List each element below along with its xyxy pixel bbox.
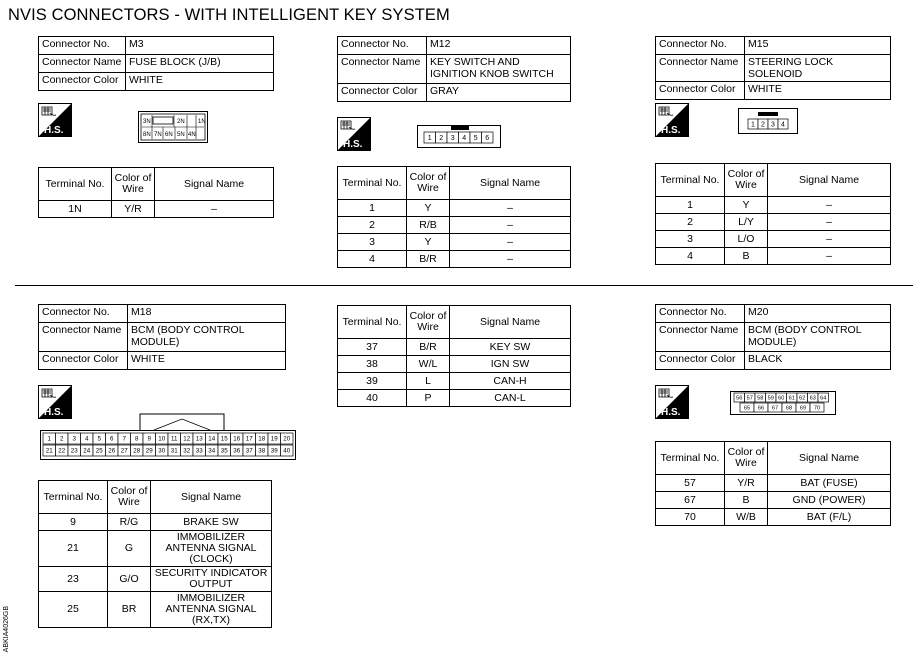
pin-label: 30 xyxy=(158,447,166,455)
pin-label: 59 xyxy=(767,395,774,402)
terminal-no-cell: 23 xyxy=(39,567,108,592)
terminal-no-cell: 4 xyxy=(338,251,407,268)
pin-label: 20 xyxy=(283,435,291,443)
signal-name-cell: BAT (F/L) xyxy=(768,509,891,526)
connector-info-m20: Connector No. M20 Connector Name BCM (BODY CONTROL MODULE) Connector Color BLACK xyxy=(655,304,891,370)
table-row xyxy=(338,390,571,407)
pin-label: 37 xyxy=(245,447,253,455)
pin-label: 8 xyxy=(135,435,139,443)
terminal-no-cell: 2 xyxy=(338,217,407,234)
terminal-table-m20: Terminal No. Color of Wire Signal Name 57 Y/R BAT (FUSE) 67 B GND (POWER) 70 W/B BAT (F/L) xyxy=(655,441,891,526)
table-row xyxy=(39,531,272,567)
table-row xyxy=(656,248,891,265)
table-row xyxy=(338,251,571,268)
pin-label: 1 xyxy=(751,121,755,129)
signal-name-cell: – xyxy=(768,248,891,265)
connector-info-m12: Connector No. M12 Connector Name KEY SWITCH AND IGNITION KNOB SWITCH Connector Color GRAY xyxy=(337,36,571,102)
signal-name-cell: – xyxy=(768,197,891,214)
pin-label: 16 xyxy=(233,435,241,443)
connector-face-m3 xyxy=(138,111,208,148)
pin-label: 36 xyxy=(233,447,241,455)
page-title: NVIS CONNECTORS - WITH INTELLIGENT KEY SYSTEM xyxy=(8,6,450,24)
table-row xyxy=(39,514,272,531)
wire-color-cell: Y/R xyxy=(112,201,155,218)
pin-label: 17 xyxy=(245,435,253,443)
pin-label: 69 xyxy=(799,405,807,412)
terminal-no-cell: 57 xyxy=(656,475,725,492)
pin-label: 35 xyxy=(220,447,228,455)
terminal-no-cell: 3 xyxy=(338,234,407,251)
pin-label: 57 xyxy=(746,395,753,402)
pin-label: 21 xyxy=(45,447,53,455)
terminal-table-m18-continued: Terminal No. Color of Wire Signal Name 37 B/R KEY SW 38 W/L IGN SW 39 L CAN-H 40 P CAN-L xyxy=(337,305,571,407)
pin-label: 3 xyxy=(450,135,455,142)
pin-label: 3 xyxy=(72,435,76,443)
pin-label: 6N xyxy=(165,132,173,138)
pin-label: 26 xyxy=(108,447,116,455)
table-row xyxy=(656,231,891,248)
wire-color-cell: Y/R xyxy=(725,475,768,492)
signal-name-cell: IMMOBILIZER ANTENNA SIGNAL (RX,TX) xyxy=(151,592,272,628)
signal-name-cell: IMMOBILIZER ANTENNA SIGNAL (CLOCK) xyxy=(151,531,272,567)
pin-label: 56 xyxy=(736,395,743,402)
pin-label: 5N xyxy=(177,132,185,138)
pin-label: 62 xyxy=(799,395,806,402)
pin-label: 24 xyxy=(83,447,91,455)
table-row xyxy=(338,339,571,356)
terminal-no-cell: 3 xyxy=(656,231,725,248)
figure-code: ABKIA4026GB xyxy=(3,606,10,653)
table-row xyxy=(39,592,272,628)
terminal-no-cell: 9 xyxy=(39,514,108,531)
table-row xyxy=(656,214,891,231)
pin-label: 8N xyxy=(143,132,151,138)
terminal-table-m12: Terminal No. Color of Wire Signal Name 1 Y – 2 R/B – 3 Y – 4 B/R – xyxy=(337,166,571,268)
pin-label: 70 xyxy=(813,405,821,412)
pin-label: 29 xyxy=(145,447,153,455)
pin-label: 4N xyxy=(188,132,196,138)
signal-name-cell: – xyxy=(768,231,891,248)
pin-label: 60 xyxy=(778,395,785,402)
connector-face-m20 xyxy=(730,391,836,420)
pin-label: 61 xyxy=(788,395,795,402)
table-row xyxy=(656,197,891,214)
pin-label: 32 xyxy=(183,447,191,455)
signal-name-cell: – xyxy=(450,200,571,217)
terminal-no-cell: 2 xyxy=(656,214,725,231)
pin-label: 3 xyxy=(771,121,775,129)
signal-name-cell: – xyxy=(450,251,571,268)
hs-icon xyxy=(38,103,72,142)
pin-label: 7 xyxy=(122,435,126,443)
pin-label: 39 xyxy=(270,447,278,455)
hs-label: H.S. xyxy=(44,125,64,136)
table-row xyxy=(338,200,571,217)
pin-label: 10 xyxy=(158,435,166,443)
pin-label: 5 xyxy=(473,135,478,142)
pin-label: 25 xyxy=(95,447,103,455)
wire-color-cell: B xyxy=(725,492,768,509)
table-row xyxy=(338,217,571,234)
terminal-no-cell: 70 xyxy=(656,509,725,526)
terminal-no-cell: 21 xyxy=(39,531,108,567)
pin-label: 33 xyxy=(195,447,203,455)
pin-label: 66 xyxy=(757,405,765,412)
pin-label: 2N xyxy=(177,119,185,125)
wire-color-cell: B xyxy=(725,248,768,265)
signal-name-cell: – xyxy=(768,214,891,231)
signal-name-cell: SECURITY INDICATOR OUTPUT xyxy=(151,567,272,592)
hs-icon xyxy=(655,103,689,142)
pin-label: 40 xyxy=(283,447,291,455)
terminal-no-cell: 4 xyxy=(656,248,725,265)
table-row xyxy=(39,201,274,218)
pin-label: 13 xyxy=(195,435,203,443)
table-row xyxy=(656,492,891,509)
terminal-no-cell: 38 xyxy=(338,356,407,373)
pin-label: 65 xyxy=(743,405,751,412)
pin-label: 1N xyxy=(198,119,206,125)
hs-label: H.S. xyxy=(44,407,64,418)
pin-label: 31 xyxy=(170,447,178,455)
pin-label: 34 xyxy=(208,447,216,455)
table-row xyxy=(338,356,571,373)
pin-label: 12 xyxy=(183,435,191,443)
pin-label: 11 xyxy=(171,435,178,443)
wire-color-cell: L/O xyxy=(725,231,768,248)
connector-face-m18 xyxy=(40,410,296,465)
pin-label: 23 xyxy=(70,447,78,455)
terminal-no-cell: 1 xyxy=(656,197,725,214)
signal-name-cell: KEY SW xyxy=(450,339,571,356)
table-row xyxy=(338,234,571,251)
pin-label: 2 xyxy=(439,135,444,142)
terminal-no-cell: 39 xyxy=(338,373,407,390)
hs-label: H.S. xyxy=(661,407,681,418)
pin-label: 63 xyxy=(809,395,816,402)
terminal-no-cell: 67 xyxy=(656,492,725,509)
pin-label: 68 xyxy=(785,405,793,412)
pin-label: 1 xyxy=(427,135,432,142)
wire-color-cell: W/B xyxy=(725,509,768,526)
wire-color-cell: G xyxy=(108,531,151,567)
terminal-no-cell: 25 xyxy=(39,592,108,628)
table-row xyxy=(338,373,571,390)
pin-label: 4 xyxy=(85,435,89,443)
pin-label: 18 xyxy=(258,435,266,443)
pin-label: 7N xyxy=(154,132,162,138)
pin-label: 19 xyxy=(270,435,278,443)
signal-name-cell: CAN-L xyxy=(450,390,571,407)
pin-label: 6 xyxy=(110,435,114,443)
terminal-table-m18: Terminal No. Color of Wire Signal Name 9 R/G BRAKE SW 21 G IMMOBILIZER ANTENNA SIGNAL (CLOCK) 23 G/O SECURITY INDICATOR OUTPUT 25 BR IMMOBILIZER ANTENNA SIGNAL (RX,TX) xyxy=(38,480,272,628)
signal-name-cell: – xyxy=(155,201,274,218)
pin-label: 1 xyxy=(47,435,51,443)
connector-face-m12 xyxy=(417,118,501,153)
signal-name-cell: IGN SW xyxy=(450,356,571,373)
wire-color-cell: R/G xyxy=(108,514,151,531)
terminal-no-cell: 1N xyxy=(39,201,112,218)
table-row xyxy=(656,475,891,492)
pin-label: 9 xyxy=(147,435,151,443)
pin-label: 2 xyxy=(60,435,64,443)
pin-label: 4 xyxy=(781,121,785,129)
hs-icon xyxy=(337,117,371,156)
wire-color-cell: Y xyxy=(725,197,768,214)
section-divider xyxy=(15,285,913,286)
connector-info-m18: Connector No. M18 Connector Name BCM (BODY CONTROL MODULE) Connector Color WHITE xyxy=(38,304,286,370)
signal-name-cell: BRAKE SW xyxy=(151,514,272,531)
wire-color-cell: R/B xyxy=(407,217,450,234)
pin-label: 27 xyxy=(120,447,128,455)
signal-name-cell: GND (POWER) xyxy=(768,492,891,509)
pin-label: 14 xyxy=(208,435,216,443)
signal-name-cell: – xyxy=(450,217,571,234)
connector-face-m15 xyxy=(738,108,798,139)
pin-label: 28 xyxy=(133,447,141,455)
pin-label: 3N xyxy=(143,119,151,125)
hs-label: H.S. xyxy=(343,139,363,150)
pin-label: 6 xyxy=(485,135,490,142)
pin-label: 58 xyxy=(757,395,764,402)
wire-color-cell: W/L xyxy=(407,356,450,373)
hs-icon xyxy=(655,385,689,424)
signal-name-cell: CAN-H xyxy=(450,373,571,390)
table-row xyxy=(39,567,272,592)
terminal-table-m15: Terminal No. Color of Wire Signal Name 1 Y – 2 L/Y – 3 L/O – 4 B – xyxy=(655,163,891,265)
pin-label: 5 xyxy=(97,435,101,443)
pin-label: 64 xyxy=(820,395,827,402)
connector-info-m15: Connector No. M15 Connector Name STEERING LOCK SOLENOID Connector Color WHITE xyxy=(655,36,891,100)
signal-name-cell: BAT (FUSE) xyxy=(768,475,891,492)
pin-label: 67 xyxy=(771,405,779,412)
wire-color-cell: Y xyxy=(407,200,450,217)
pin-label: 15 xyxy=(220,435,228,443)
hs-label: H.S. xyxy=(661,125,681,136)
terminal-no-cell: 1 xyxy=(338,200,407,217)
wire-color-cell: L/Y xyxy=(725,214,768,231)
wire-color-cell: B/R xyxy=(407,339,450,356)
signal-name-cell: – xyxy=(450,234,571,251)
pin-label: 22 xyxy=(58,447,66,455)
terminal-no-cell: 40 xyxy=(338,390,407,407)
pin-label: 4 xyxy=(462,135,467,142)
terminal-table-m3: Terminal No. Color of Wire Signal Name 1N Y/R – xyxy=(38,167,274,218)
wire-color-cell: BR xyxy=(108,592,151,628)
wire-color-cell: Y xyxy=(407,234,450,251)
wire-color-cell: P xyxy=(407,390,450,407)
terminal-no-cell: 37 xyxy=(338,339,407,356)
pin-label: 2 xyxy=(761,121,765,129)
connector-info-m3: Connector No. M3 Connector Name FUSE BLOCK (J/B) Connector Color WHITE xyxy=(38,36,274,91)
wire-color-cell: G/O xyxy=(108,567,151,592)
pin-label: 38 xyxy=(258,447,266,455)
table-row xyxy=(656,509,891,526)
wire-color-cell: L xyxy=(407,373,450,390)
wire-color-cell: B/R xyxy=(407,251,450,268)
